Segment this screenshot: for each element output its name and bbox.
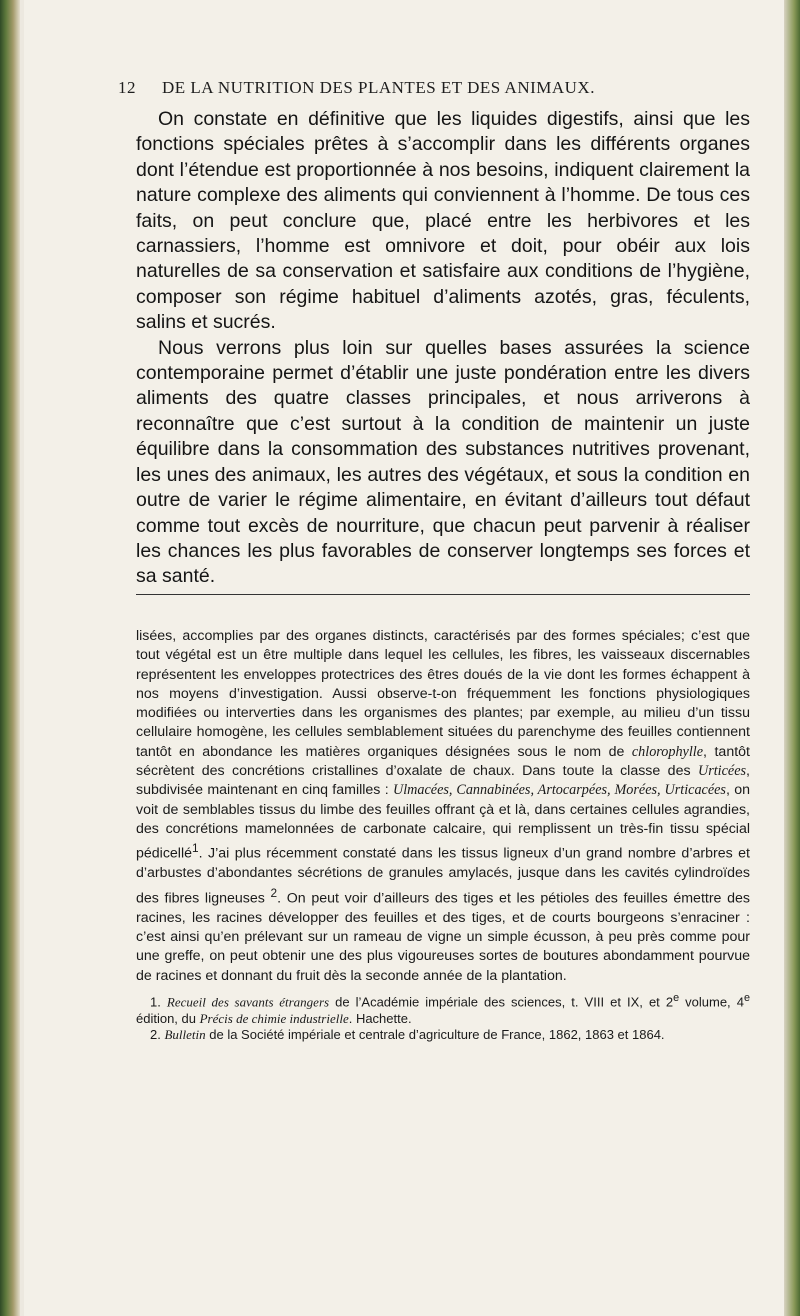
footnote-continuation: lisées, accomplies par des organes distincts, caractérisés par des formes spéciales; c’est que tout végétal est un être multiple dans lequel les cellules, les fibres, les vaisseaux discernables représentent les enveloppes protectrices des êtres doués de la vie dont les formes échappent à nos moyens d’investigation. Aussi observe-t-on fréquemment les fonctions physiologiques modifiées ou interverties dans les organismes des plantes; par exemple, au milieu d’un tissu cellulaire homogène, les cellules semblablement situées du parenchyme des feuilles contiennent tantôt en abondance les matières organiques désignées sous le nom de chlorophylle, tantôt sécrètent des concrétions cristallines d’oxalate de chaux. Dans toute la classe des Urticées, subdivisée maintenant en cinq familles : Ulmacées, Cannabinées, Artocarpées, Morées, Urticacées, on voit de semblables tissus du limbe des feuilles offrant çà et là, dans certaines cellules agrandies, des concrétions mamelonnées de carbonate calcaire, qui remplissent un très-fin tissu spécial pédicellé$^1$. J’ai plus récemment constaté dans les tissus ligneux d’un grand nombre d’arbres et d’arbustes d’abondantes sécrétions de granules amylacés, jusque dans les cavités cylindroïdes des fibres ligneuses $^2$. On peut voir d’ailleurs des tiges et les pétioles des feuilles émettre des racines, les racines développer des feuilles et des tiges, et de courts bourgeons s’enraciner : c’est ainsi qu’en prélevant sur un rameau de vigne un simple écusson, à peu près comme pour une greffe, on peut obtenir une des plus vigoureuses sortes de boutures abondamment pourvue de racines et donnant du fruit dès la seconde année de la plantation. — [136, 628, 750, 984]
footnote-1: 1. Recueil des savants étrangers de l’Académie impériale des sciences, t. VIII et IX, et 2e volume, 4e édition, du Précis de chimie industrielle. Hachette. — [136, 991, 750, 1026]
running-head — [118, 78, 718, 100]
note-ref: 1 — [192, 841, 199, 856]
scan-outer-edge — [784, 0, 800, 1316]
main-text — [136, 107, 750, 590]
footnote-2: 2. Bulletin de la Société impériale et centrale d’agriculture de France, 1862, 1863 et 1864. — [150, 1027, 665, 1043]
page-number: 12 — [118, 78, 136, 97]
scan-binding-edge — [0, 0, 20, 1316]
footnotes-area — [136, 627, 750, 1044]
note-ref: 2 — [270, 885, 278, 900]
running-title: DE LA NUTRITION DES PLANTES ET DES ANIMAUX. — [162, 78, 595, 97]
footnote-rule — [136, 594, 750, 595]
paragraph: On constate en définitive que les liquides digestifs, ainsi que les fonctions spéciales prêtes à s’accomplir dans les différents organes dont l’étendue est proportionnée à nos besoins, indiquent clairement la nature complexe des aliments qui conviennent à l’homme. De tous ces faits, on peut conclure que, placé entre les herbivores et les carnassiers, l’homme est omnivore et doit, pour obéir aux lois naturelles de sa conservation et satisfaire aux conditions de l’hygiène, composer son régime habituel d’aliments azotés, gras, féculents, salins et sucrés. — [136, 108, 750, 334]
paragraph: Nous verrons plus loin sur quelles bases assurées la science contemporaine permet d’établir une juste pondération entre les divers aliments des quatre classes principales, et nous arriverons à reconnaître que c’est surtout à la condition de maintenir un juste équilibre dans la consommation des substances nutritives provenant, les unes des animaux, les autres des végétaux, et sous la condition en outre de varier le régime alimentaire, en évitant d’ailleurs tout défaut comme tout excès de nourriture, que chacun peut parvenir à réaliser les chances les plus favorables de conserver longtemps ses forces et sa santé. — [136, 336, 750, 588]
